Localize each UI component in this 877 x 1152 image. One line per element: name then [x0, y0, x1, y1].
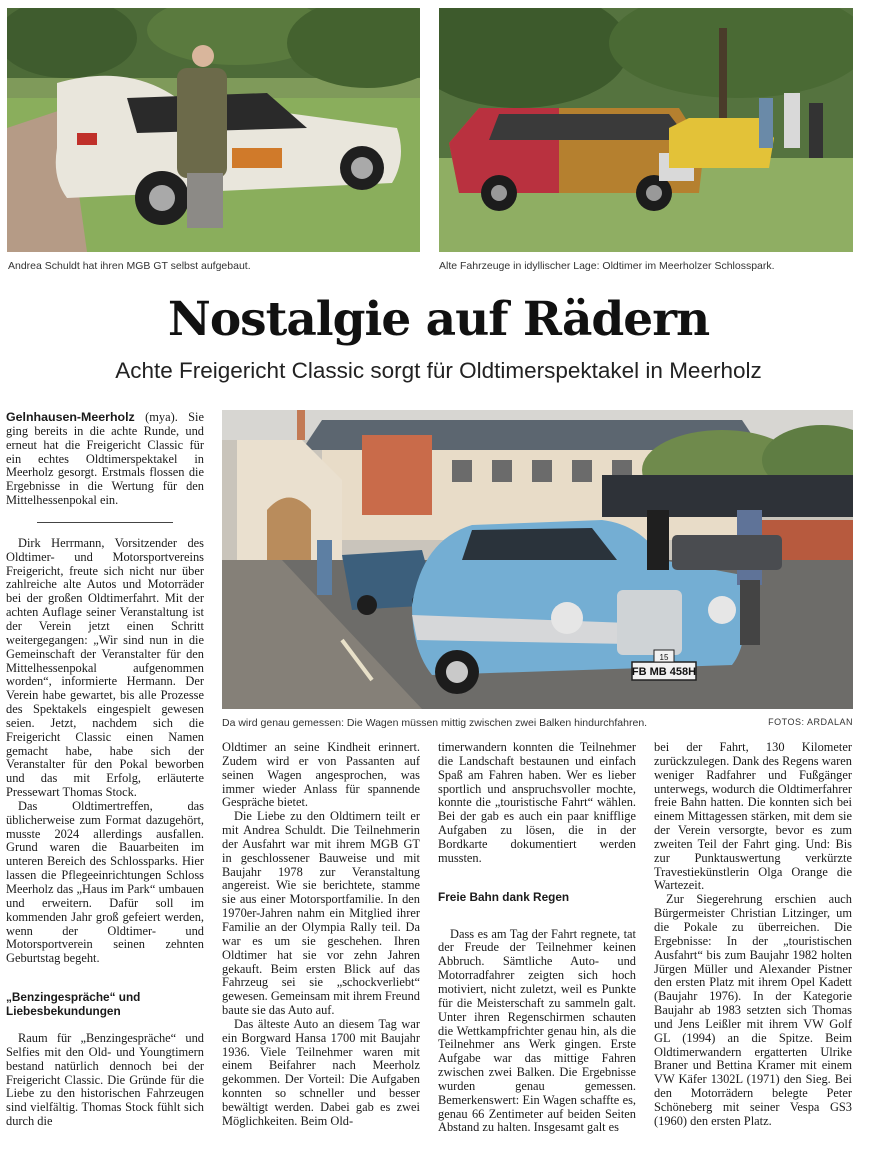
photo-credit: FOTOS: ARDALAN: [768, 717, 853, 727]
paragraph: Das älteste Auto an diesem Tag war ein Borgward Hansa 1700 mit Baujahr 1936. Viele Teilnehmer waren mit einem Beifahrer nach Meerholz gekommen. Der Vorteil: Die Aufgaben konnten so schneller und besser bewältigt werden. Dabei gab es zwei Möglichkeiten. Beim Old-: [222, 1016, 420, 1128]
photo-oldtimer-park: [439, 8, 853, 252]
article-column-4: [654, 741, 852, 1146]
article-column-2: [222, 741, 420, 1146]
paragraph: bei der Fahrt, 130 Kilometer zurückzulegen. Dank des Regens waren weniger Radfahrer und Fußgänger unterwegs, wodurch die Oldtimerfahrer freie Bahn hatten. Die konnten sich bei einem Mittagessen stärken, mit dem sie der Verein versorgte, bevor es zum zweiten Teil der Fahrt ging. Und: Bis zur Punktauswertung verkürzte Travestiekünstlerin Olga Orange die Wartezeit.: [654, 741, 852, 893]
caption-top-right: Alte Fahrzeuge in idyllischer Lage: Oldtimer im Meerholzer Schlosspark.: [439, 260, 775, 272]
paragraph: Dirk Herrmann, Vorsitzender des Oldtimer- und Motorsportvereins Freigericht, freute sich nicht nur über zahlreiche alte Autos und Motorräder bei der großen Oldtimerfahrt. Mit der achten Auflage seiner Veranstaltung ist der Verein jetzt einen Schritt weitergegangen: „Wir sind nun in die Gemeinschaft der Veranstalter für den Mittelhessenpokal aufgenommen worden“, informierte Hermann. Der Verein habe gewartet, bis alle Prozesse des Spektakels eingespielt gewesen seien. Jetzt, nachdem sich die Freigericht Classic einen Namen gemacht habe, habe sich der Veranstalter für den Pokal beworben und das mit Erfolg, erläuterte Pressewart Thomas Stock.: [6, 535, 204, 800]
photo-mercedes-measure: [222, 410, 853, 709]
article-column-1: [6, 411, 204, 1146]
caption-top-left: Andrea Schuldt hat ihren MGB GT selbst aufgebaut.: [8, 260, 251, 272]
dateline: Gelnhausen-Meerholz: [6, 411, 135, 424]
subheadline: Achte Freigericht Classic sorgt für Oldtimerspektakel in Meerholz: [115, 358, 762, 383]
intro-text: (mya). Sie ging bereits in die achte Runde, und erneut hat die Freigericht Classic für ein echtes Oldtimerspektakel in Meerholz gesorgt. Erstmals flossen die Ergebnisse in die Wertung für den Mittelhessenpokal ein.: [6, 411, 204, 508]
headline: Nostalgie auf Rädern: [167, 292, 710, 347]
photo-mgb-gt: [7, 8, 420, 252]
paragraph: Die Liebe zu den Oldtimern teilt er mit Andrea Schuldt. Die Teilnehmerin der Ausfahrt war mit ihrem MGB GT in geschlossener Bauweise und mit Baujahr 1978 zur Veranstaltung angereist. Wie sie berichtete, stamme sie aus einer Motorsportfamilie. In den 1970er-Jahren nahm ein Mitglied ihrer Familie an der Olympia Rally teil. Da war es um sie geschehen. Ihren Oldtimer hat sie vor zehn Jahren gekauft. Beim ersten Blick auf das Fahrzeug sei sie „schockverliebt“ gewesen. Gemeinsam mit ihrem Freund baute sie das Auto auf.: [222, 809, 420, 1018]
subheading-freie-bahn: Freie Bahn dank Regen: [438, 889, 570, 904]
caption-main-photo: Da wird genau gemessen: Die Wagen müssen mittig zwischen zwei Balken hindurchfahren.: [222, 717, 648, 729]
license-plate-text: FB MB 458H: [631, 666, 697, 678]
subheading-benzingespraeche: „Benzingespräche“ und Liebesbekundungen: [6, 990, 141, 1019]
plate-sticker: 15: [659, 653, 669, 662]
paragraph: Zur Siegerehrung erschien auch Bürgermeister Christian Litzinger, um die Pokale zu überreichen. Die Ergebnisse: In der „touristischen Ausfahrt“ bis zum Baujahr 1982 holten Jürgen Müller und Alexander Pistner den ersten Platz mit ihrem Opel Kadett (Baujahr 1976). In der Kategorie Baujahr ab 1983 setzten sich Thomas und Jens Leißler mit ihrem VW Golf GL (1994) an die Spitze. Beim Oldtimerwandern ergatterten Ulrike Braner und Bettina Kramer mit einem VW Käfer 1302L (1971) den Sieg. Bei den Motorrädern belegte Peter Schöneberg mit seiner Vespa GS3 (1960) den ersten Platz.: [654, 892, 852, 1128]
paragraph: Oldtimer an seine Kindheit erinnert. Zudem wird er von Passanten auf seinen Wagen angesprochen, was immer wieder Anlass für spannende Gespräche bietet.: [222, 741, 420, 810]
paragraph: timerwandern konnten die Teilnehmer die Landschaft bestaunen und einfach Spaß am Fahren haben. Wer es lieber sportlich und anspruchsvoller mochte, konnte die „touristische Fahrt“ wählen. Bei der gab es auch ein paar knifflige Aufgaben zu lösen, die in der Bordkarte dokumentiert werden mussten.: [438, 741, 636, 865]
paragraph: Das Oldtimertreffen, das üblicherweise zum Format dazugehört, musste 2024 allerdings ausfallen. Grund waren die Bauarbeiten im unteren Bereich des Schlossparks. Hier lassen die Pflegeeinrichtungen Schloss Meerholz das „Haus im Park“ umbauen und erweitern. Dafür soll im kommenden Jahr groß gefeiert werden, wenn der Oldtimer- und Motorsportverein seinen zehnten Geburtstag begeht.: [6, 798, 204, 966]
article-column-3: [438, 741, 636, 1146]
separator-line: [37, 522, 173, 523]
paragraph: Raum für „Benzingespräche“ und Selfies mit den Old- und Youngtimern bestand natürlich dennoch bei der Freigericht Classic. Die Gründe für die Liebe zu den historischen Fahrzeugen sind vielfältig. Thomas Stock fühlt sich durch die: [6, 1031, 204, 1129]
paragraph: Dass es am Tag der Fahrt regnete, tat der Freude der Teilnehmer keinen Abbruch. Sämtliche Auto- und Motorradfahrer zeigten sich hoch motiviert, nicht zuletzt, weil es Punkte für die Meisterschaft zu sammeln galt. Unter ihren Regenschirmen schauten die Wettkampfrichter genau hin, als die Teilnehmer ans Werk gingen. Erste Aufgabe war das mittige Fahren zwischen zwei Balken. Die Ergebnisse wurden genau gemessen. Bemerkenswert: Ein Wagen schaffte es, genau 66 Zentimeter auf beiden Seiten Abstand zu halten. Insgesamt galt es: [438, 926, 636, 1135]
